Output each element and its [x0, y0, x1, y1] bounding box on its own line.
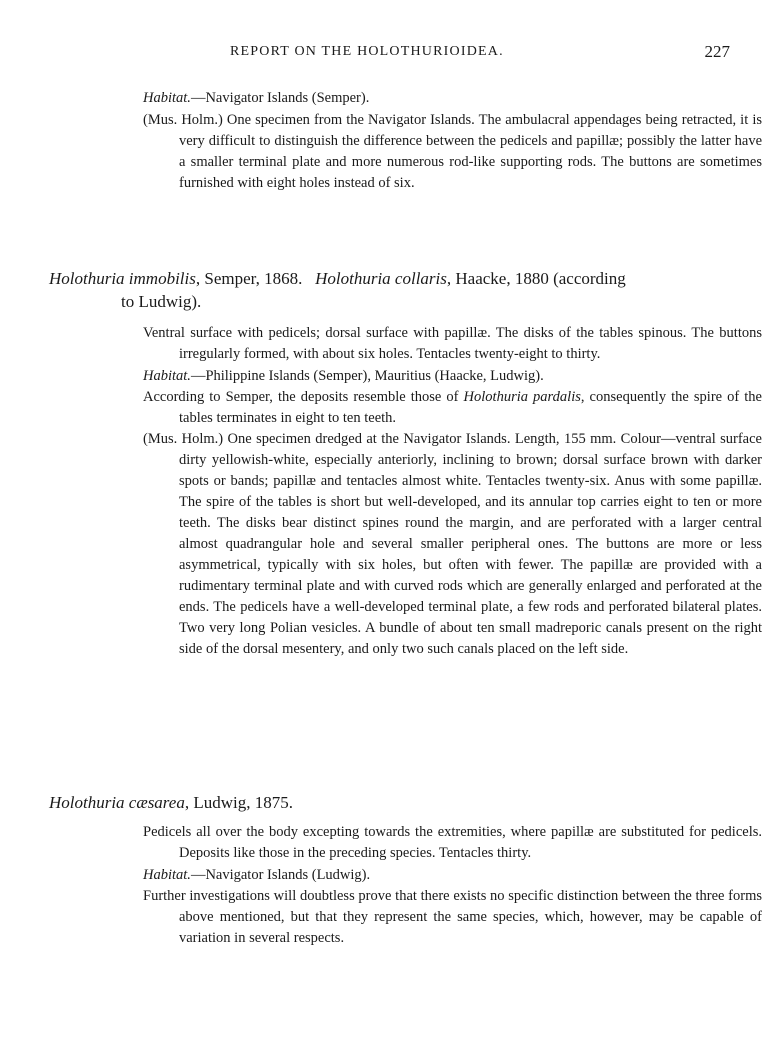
deposits-text-b: , consequently the spire of the tables terminates in eight to ten teeth.	[179, 389, 762, 426]
museum-specimen-paragraph: (Mus. Holm.) One specimen from the Navigator Islands. The ambulacral appendages being retracted, it is very difficult to distinguish the difference between the pedicels and papillæ; possibly the latter have a smaller terminal plate and more numerous rod-like supporting rods. The buttons are sometimes furnished with eight holes instead of six.	[143, 112, 762, 191]
species-author: , Semper, 1868.	[195, 269, 303, 288]
species-heading-caesarea	[49, 791, 729, 814]
synonym-name: Holothuria collaris	[315, 269, 447, 288]
section-first-species-notes	[0, 88, 776, 194]
museum-specimen-paragraph: (Mus. Holm.) One specimen dredged at the Navigator Islands. Length, 155 mm. Colour—ventral surface dirty yellowish-white, especially anteriorly, inclining to brown; dorsal surface brown with darker spots or bands; papillæ and tentacles almost white. Tentacles twenty-six. Anus with some papillæ. The spire of the tables is short but well-developed, and its annular top carries eight to ten or more teeth. The disks bear distinct spines round the margin, and are perforated with a larger central almost quadrangular hole and several smaller peripheral ones. The buttons are more or less asymmetrical, typically with six holes, but often with fewer. The papillæ are provided with a rudimentary terminal plate and with curved rods which are generally enlarged and perforated at the ends. The pedicels have a well-developed terminal plate, a few rods and perforated bilateral plates. Two very long Polian vesicles. A bundle of about ten small madreporic canals present on the right side of the dorsal mesentery, and only two such canals placed on the left side.	[143, 431, 762, 657]
habitat-text: —Navigator Islands (Semper).	[190, 90, 370, 106]
habitat-text: —Navigator Islands (Ludwig).	[190, 867, 371, 883]
habitat-label: Habitat.	[143, 90, 191, 106]
habitat-line	[143, 865, 726, 886]
habitat-line	[143, 88, 726, 109]
description-paragraph: Ventral surface with pedicels; dorsal surface with papillæ. The disks of the tables spinous. The buttons irregularly formed, with about six holes. Tentacles twenty-eight to thirty.	[143, 325, 762, 362]
deposits-species: Holothuria pardalis	[463, 389, 581, 405]
section-immobilis-body	[0, 323, 776, 660]
species-name: Holothuria cæsarea	[49, 793, 185, 812]
description-paragraph: Pedicels all over the body excepting towards the extremities, where papillæ are substituted for pedicels. Deposits like those in the preceding species. Tentacles thirty.	[143, 824, 762, 861]
deposits-paragraph	[143, 387, 762, 429]
conclusion-paragraph: Further investigations will doubtless prove that there exists no specific distinction between the three forms above mentioned, but that they represent the same species, which, however, may be capable of variation in several respects.	[143, 888, 762, 946]
habitat-text: —Philippine Islands (Semper), Mauritius (Haacke, Ludwig).	[190, 368, 544, 384]
species-author: , Ludwig, 1875.	[184, 793, 293, 812]
synonym-author: , Haacke, 1880 (according	[446, 269, 626, 288]
page-number: 227	[704, 42, 730, 61]
habitat-label: Habitat.	[143, 867, 191, 883]
species-heading-immobilis	[49, 267, 729, 313]
running-title: REPORT ON THE HOLOTHURIOIDEA.	[230, 44, 504, 59]
section-caesarea-body	[0, 822, 776, 949]
habitat-label: Habitat.	[143, 368, 191, 384]
habitat-line	[143, 366, 726, 387]
synonym-author-continued: to Ludwig).	[121, 292, 202, 311]
deposits-text-a: According to Semper, the deposits resemble those of	[143, 389, 464, 405]
species-name: Holothuria immobilis	[49, 269, 196, 288]
